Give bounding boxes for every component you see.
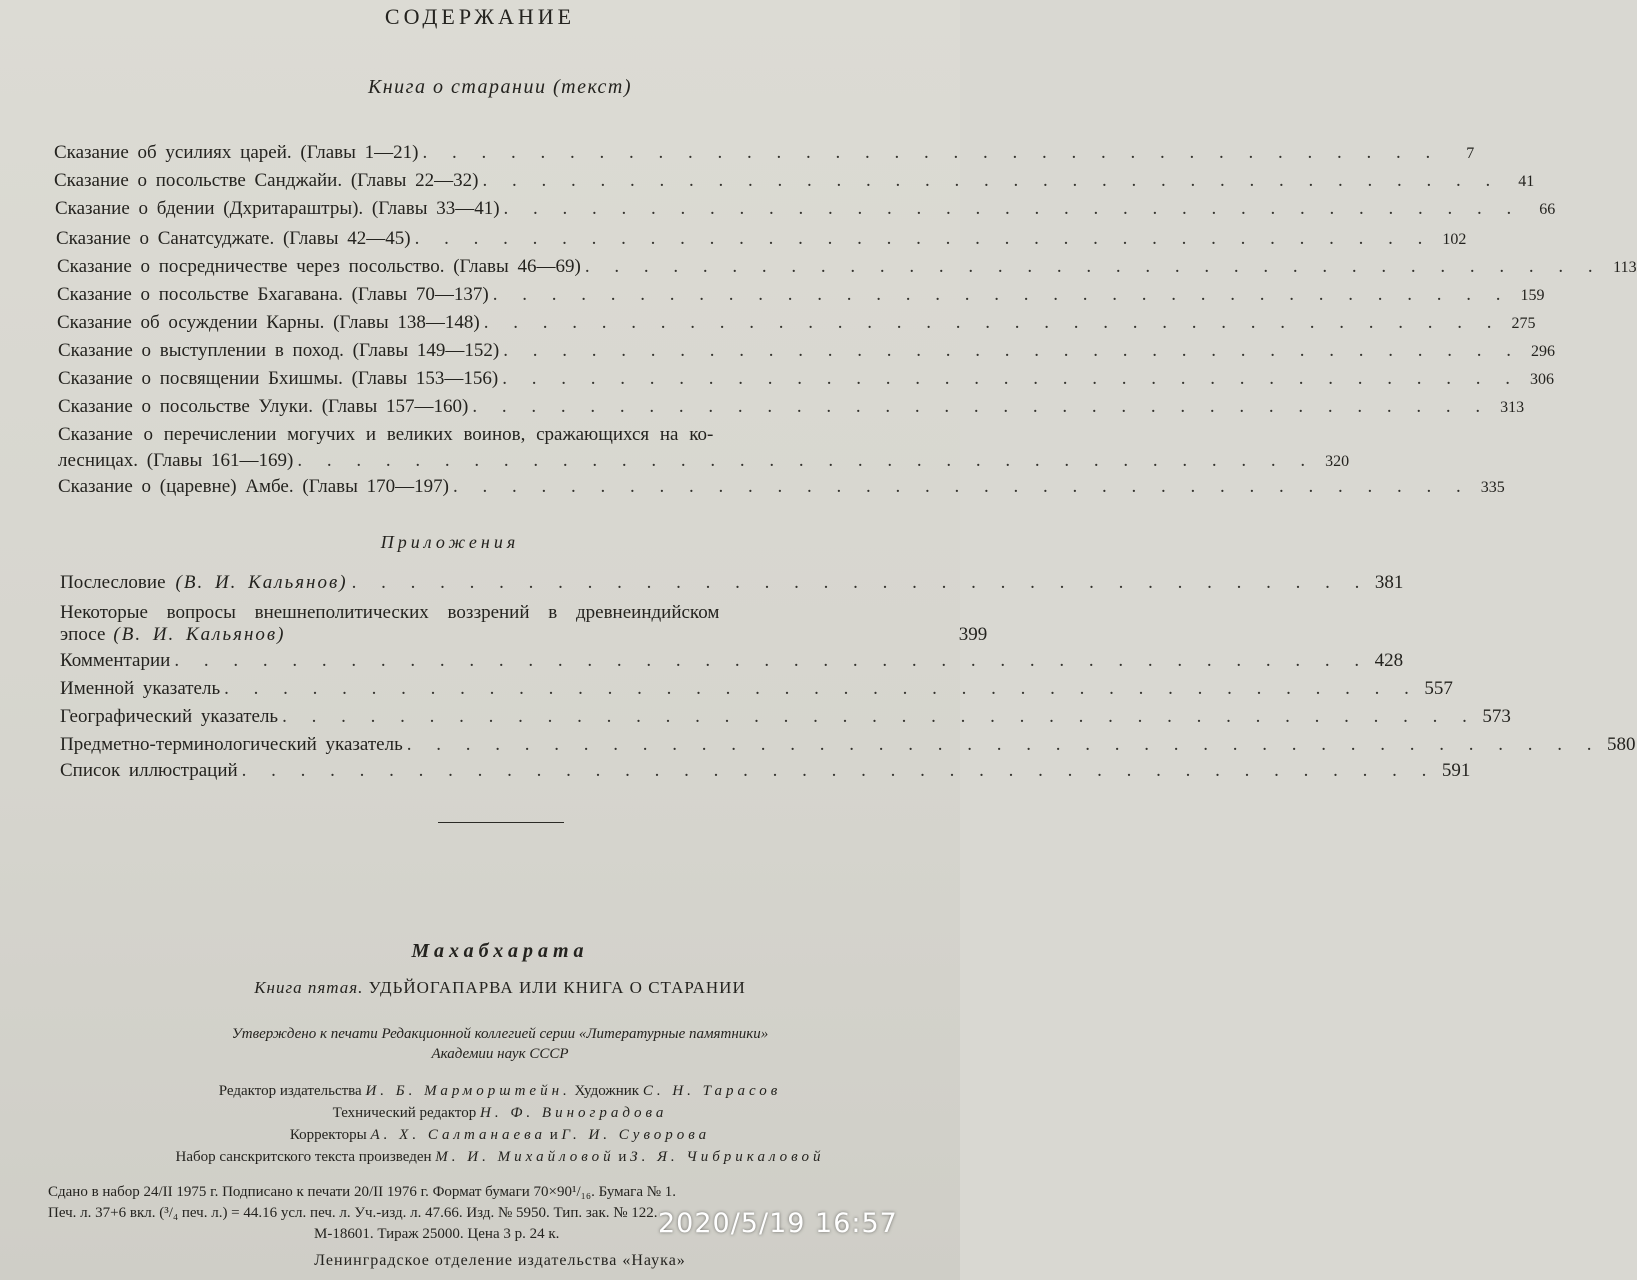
appendix-entry-text: Предметно-терминологический указатель (60, 734, 403, 755)
editor-label: Редактор издательства (218, 1083, 362, 1099)
toc-entry-text: Сказание о бдении (Дхритараштры). (Главы 33—41) (55, 198, 500, 219)
tech-editor-name: Н. Ф. Виноградова (480, 1105, 668, 1121)
print-detail-line: Сдано в набор 24/II 1975 г. Подписано к печати 20/II 1976 г. Формат бумаги 70×90¹/₁₆. Бумага № 1. (48, 1184, 677, 1200)
toc-entry (57, 256, 1637, 278)
artist-label: Художник (574, 1083, 640, 1099)
leader-dots: . . . . . . . . . . . . . . . . . . . . . . . . . . . . . . . . . . . (472, 396, 1491, 417)
appendix-entry (60, 678, 1453, 700)
typesetter-name: М. И. Михайловой (435, 1149, 615, 1165)
appendix-entry-page: 557 (1424, 678, 1453, 699)
appendix-entry-text: Список иллюстраций (60, 760, 238, 781)
photo-timestamp: 2020/5/19 16:57 (658, 1208, 898, 1239)
section-divider (438, 822, 564, 823)
toc-entry (57, 312, 1536, 334)
toc-entry-text: Сказание о посвящении Бхишмы. (Главы 153—156) (58, 368, 499, 389)
colophon-editor-line (0, 1080, 1000, 1102)
colophon-tech-line (0, 1102, 1000, 1124)
toc-entry (57, 284, 1545, 306)
leader-dots: . . . . . . . . . . . . . . . . . . . . . . . . . . . . . . . . . . . (351, 572, 1370, 593)
colophon-book-subtitle (0, 978, 1000, 998)
appendix-entry (60, 624, 988, 646)
colophon-approval-line: Академии наук СССР (431, 1046, 569, 1062)
appendix-entry-text: эпосе (60, 624, 106, 645)
leader-dots: . . . . . . . . . . . . . . . . . . . . . . . . . . . . . . . . . . . (297, 450, 1316, 471)
leader-dots: . . . . . . . . . . . . . . . . . . . . . . . . . . . . . . . . . . . (422, 142, 1441, 163)
toc-entry-page: 41 (1518, 173, 1535, 190)
leader-dots: . . . . . . . . . . . . . . . . . . . . . . . . . . . . . . . . . . . . . . . . . (282, 706, 1477, 727)
leader-dots: . . . . . . . . . . . . . . . . . . . . . . . . . . . . . . . . . . . (414, 228, 1433, 249)
typesetter-name: З. Я. Чибрикаловой (630, 1149, 825, 1165)
appendix-entry-text: Комментарии (60, 650, 171, 671)
appendix-entry (60, 572, 1404, 594)
appendix-entry (60, 650, 1404, 672)
colophon-proof-line (0, 1124, 1000, 1146)
toc-entry-page: 296 (1531, 343, 1555, 360)
appendix-entry-page: 573 (1482, 706, 1511, 727)
contents-heading: СОДЕРЖАНИЕ (384, 4, 576, 29)
leader-dots: . . . . . . . . . . . . . . . . . . . . . . . . . . . . . . . . . . . . . . . . . (174, 650, 1370, 671)
proofreaders-label: Корректоры (289, 1127, 367, 1143)
toc-entry-text: Сказание о посольстве Санджайи. (Главы 22—32) (54, 170, 479, 191)
toc-entry (58, 368, 1554, 390)
leader-dots: . . . . . . . . . . . . . . . . . . . . . . . . . . . . . . . . . . . (482, 170, 1501, 191)
toc-entry (54, 170, 1535, 192)
typeset-label: Набор санскритского текста произведен (175, 1149, 432, 1165)
appendix-heading: Приложения (380, 532, 520, 552)
conjunction: и (618, 1149, 627, 1165)
appendix-entry (60, 734, 1636, 756)
toc-entry (56, 228, 1467, 250)
editor-name: И. Б. Марморштейн. (365, 1083, 571, 1099)
appendix-entry-text: Именной указатель (60, 678, 221, 699)
toc-entry-page: 275 (1511, 315, 1536, 332)
toc-entry (58, 340, 1555, 362)
toc-entry-text: Сказание о посольстве Бхагавана. (Главы 70—137) (57, 284, 489, 305)
toc-entry-text: Сказание о (царевне) Амбе. (Главы 170—197) (58, 476, 449, 497)
colophon-book-name: УДЬЙОГАПАРВА ИЛИ КНИГА О СТАРАНИИ (368, 978, 746, 997)
toc-entry-page: 335 (1480, 479, 1505, 496)
appendix-entry-text: Географический указатель (60, 706, 279, 727)
toc-entry-wrapped-line1: Сказание о перечислении могучих и великих воинов, сражающихся на ко- (58, 424, 714, 445)
appendix-entry-page: 381 (1374, 572, 1404, 593)
leader-dots: . . . . . . . . . . . . . . . . . . . . . . . . . . . . . . . . . . . (502, 368, 1520, 389)
toc-entry (58, 476, 1505, 498)
leader-dots: . . . . . . . . . . . . . . . . . . . . . . . . . . . . . . . . . . . (452, 476, 1471, 497)
appendix-entry (60, 706, 1511, 728)
part-title: Книга о старании (текст) (367, 76, 633, 98)
toc-entry-text: Сказание о выступлении в поход. (Главы 149—152) (58, 340, 500, 361)
leader-dots: . . . . . . . . . . . . . . . . . . . . . . . . . . . . . . . . . . . . . . . . . (241, 760, 1437, 781)
toc-entry-text: Сказание об усилиях царей. (Главы 1—21) (54, 142, 419, 163)
toc-entry (55, 198, 1556, 220)
leader-dots: . . . . . . . . . . . . . . . . . . . . . . . . . . . . . . . . . . . (584, 256, 1603, 277)
appendix-entry-page: 399 (958, 624, 988, 645)
print-detail-line: Печ. л. 37+6 вкл. (³/₄ печ. л.) = 44.16 усл. печ. л. Уч.-изд. л. 47.66. Изд. № 5950. Тип. зак. № 122. (48, 1205, 658, 1221)
colophon-book-title: Махабхарата (411, 940, 589, 962)
appendix-entry-page: 580 (1607, 734, 1636, 755)
leader-dots: . . . . . . . . . . . . . . . . . . . . . . . . . . . . . . . . . . . (492, 284, 1511, 305)
colophon-publisher: Ленинградское отделение издательства «Наука» (314, 1252, 686, 1269)
toc-entry-text: Сказание о посредничестве через посольство. (Главы 46—69) (57, 256, 581, 277)
leader-dots: . . . . . . . . . . . . . . . . . . . . . . . . . . . . . . . . . . . . . . . . . (406, 734, 1602, 755)
appendix-entry-author: (В. И. Кальянов) (113, 624, 286, 645)
appendix-entry-text: Послесловие (60, 572, 166, 593)
toc-entry-page: 159 (1520, 287, 1545, 304)
appendix-entry (60, 760, 1471, 782)
colophon-typeset-line (0, 1146, 1000, 1168)
toc-entry-page: 313 (1500, 399, 1525, 416)
toc-entry-text: Сказание об осуждении Карны. (Главы 138—148) (57, 312, 480, 333)
appendix-entry-wrapped-line1: Некоторые вопросы внешнеполитических воззрений в древнеиндийском (60, 602, 720, 623)
toc-entry (54, 142, 1475, 164)
colophon-book-number: Книга пятая. (254, 978, 364, 997)
toc-entry-text: лесницах. (Главы 161—169) (58, 450, 294, 471)
toc-entry-text: Сказание о посольстве Улуки. (Главы 157—160) (58, 396, 469, 417)
toc-entry-page: 320 (1325, 453, 1350, 470)
toc-entry (58, 450, 1350, 472)
toc-entry-page: 7 (1466, 145, 1475, 162)
appendix-entry-page: 428 (1374, 650, 1404, 671)
colophon-approval (0, 1024, 1000, 1064)
tech-editor-label: Технический редактор (332, 1105, 477, 1121)
conjunction: и (549, 1127, 558, 1143)
print-detail-line: М-18601. Тираж 25000. Цена 3 р. 24 к. (314, 1226, 560, 1242)
appendix-entry-page: 591 (1441, 760, 1471, 781)
colophon-staff (0, 1080, 1000, 1168)
proofreader-name: А. Х. Салтанаева (370, 1127, 547, 1143)
toc-entry-text: Сказание о Санатсуджате. (Главы 42—45) (56, 228, 411, 249)
leader-dots: . . . . . . . . . . . . . . . . . . . . . . . . . . . . . . . . . . . (503, 198, 1522, 219)
appendix-entry-author: (В. И. Кальянов) (175, 572, 348, 593)
artist-name: С. Н. Тарасов (642, 1083, 782, 1099)
colophon-approval-line: Утверждено к печати Редакционной коллегией серии «Литературные памятники» (231, 1026, 769, 1042)
toc-entry (58, 396, 1525, 418)
toc-entry-page: 113 (1613, 259, 1637, 276)
leader-dots: . . . . . . . . . . . . . . . . . . . . . . . . . . . . . . . . . . . (483, 312, 1502, 333)
leader-dots: . . . . . . . . . . . . . . . . . . . . . . . . . . . . . . . . . . . . . . . . . (224, 678, 1419, 699)
toc-entry-page: 66 (1539, 201, 1556, 218)
proofreader-name: Г. И. Суворова (561, 1127, 711, 1143)
toc-entry-page: 102 (1442, 231, 1467, 248)
leader-dots: . . . . . . . . . . . . . . . . . . . . . . . . . . . . . . . . . . . (503, 340, 1521, 361)
toc-entry-page: 306 (1529, 371, 1554, 388)
leader-gap (289, 624, 953, 646)
